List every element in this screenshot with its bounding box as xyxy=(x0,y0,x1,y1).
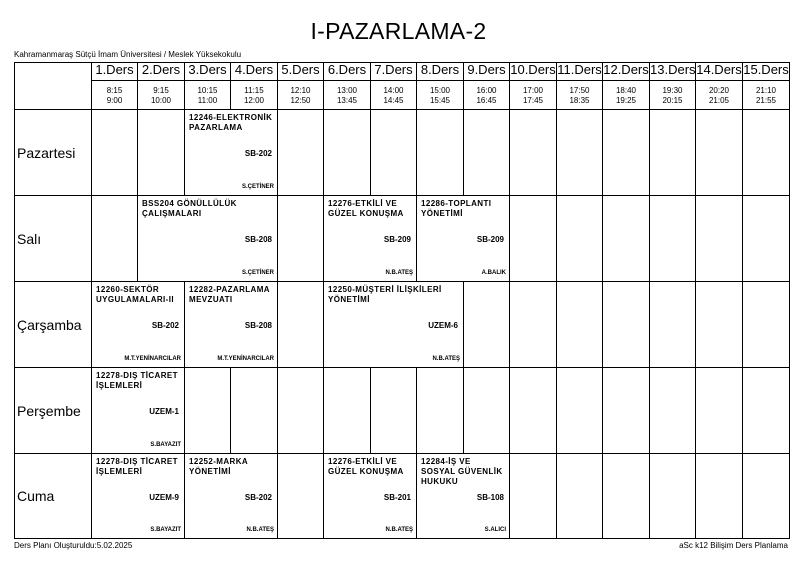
lesson-room: SB-202 xyxy=(244,149,272,158)
period-start-time: 10:15 xyxy=(197,86,218,95)
period-header: 6.Ders xyxy=(324,62,371,81)
period-start-time: 9:15 xyxy=(153,86,169,95)
empty-slot xyxy=(510,282,557,368)
school-name: Kahramanmaraş Sütçü İmam Üniversitesi / Meslek Yüksekokulu xyxy=(14,50,242,59)
period-time xyxy=(371,81,417,110)
day-name: Cuma xyxy=(14,454,92,539)
lesson-teacher: M.T.YENİNARCILAR xyxy=(124,356,181,362)
lesson-block xyxy=(324,196,417,282)
period-time xyxy=(464,81,510,110)
period-time xyxy=(324,81,371,110)
period-header: 2.Ders xyxy=(138,62,185,81)
lesson-teacher: M.T.YENİNARCILAR xyxy=(217,356,274,362)
empty-slot xyxy=(510,454,557,539)
empty-slot xyxy=(696,454,743,539)
period-time xyxy=(743,81,790,110)
empty-slot xyxy=(510,196,557,282)
empty-slot xyxy=(464,110,510,196)
empty-slot xyxy=(464,282,510,368)
period-start-time: 17:00 xyxy=(522,86,544,95)
period-start-time: 20:20 xyxy=(708,86,730,95)
lesson-block xyxy=(324,454,417,539)
empty-slot xyxy=(696,196,743,282)
lesson-teacher: N.B.ATEŞ xyxy=(385,527,413,533)
lesson-room: SB-202 xyxy=(151,321,179,330)
empty-slot xyxy=(743,368,790,454)
lesson-block xyxy=(138,196,278,282)
empty-slot xyxy=(696,368,743,454)
period-end-time: 9:00 xyxy=(106,96,123,105)
period-time xyxy=(510,81,557,110)
lesson-block xyxy=(324,282,464,368)
period-end-time: 10:00 xyxy=(150,96,172,105)
empty-slot xyxy=(743,282,790,368)
empty-slot xyxy=(185,368,231,454)
period-header: 12.Ders xyxy=(603,62,650,81)
lesson-block xyxy=(92,368,185,454)
empty-slot xyxy=(510,368,557,454)
empty-slot xyxy=(417,368,464,454)
period-time xyxy=(557,81,603,110)
footer-created-date: Ders Planı Oluşturuldu:5.02.2025 xyxy=(14,541,133,550)
lesson-teacher: S.ÇETİNER xyxy=(241,184,274,190)
page-title: I-PAZARLAMA-2 xyxy=(310,18,487,44)
empty-slot xyxy=(510,110,557,196)
lesson-block xyxy=(185,454,278,539)
empty-slot xyxy=(743,110,790,196)
lesson-teacher: N.B.ATEŞ xyxy=(432,356,460,362)
empty-slot xyxy=(650,282,696,368)
lesson-block xyxy=(92,454,185,539)
lesson-subject: 12284-İŞ VE SOSYAL GÜVENLİK HUKUKU xyxy=(421,457,503,486)
period-start-time: 19:30 xyxy=(662,86,683,95)
lesson-teacher: A.BALIK xyxy=(481,270,506,276)
day-name: Pazartesi xyxy=(14,110,92,196)
period-end-time: 12:00 xyxy=(243,96,265,105)
period-end-time: 12:50 xyxy=(290,96,311,105)
lesson-room: SB-208 xyxy=(244,235,272,244)
empty-slot xyxy=(92,196,138,282)
empty-slot xyxy=(557,282,603,368)
period-time xyxy=(650,81,696,110)
period-end-time: 18:35 xyxy=(569,96,590,105)
period-end-time: 11:00 xyxy=(197,96,218,105)
lesson-subject: 12246-ELEKTRONİK PAZARLAMA xyxy=(189,113,273,132)
period-start-time: 15:00 xyxy=(429,86,451,95)
day-name: Perşembe xyxy=(14,368,92,454)
lesson-subject: 12278-DIŞ TİCARET İŞLEMLERİ xyxy=(96,371,178,390)
period-header: 7.Ders xyxy=(371,62,417,81)
empty-slot xyxy=(324,368,371,454)
empty-slot xyxy=(650,110,696,196)
lesson-teacher: S.BAYAZIT xyxy=(150,442,181,448)
empty-slot xyxy=(743,196,790,282)
period-header: 11.Ders xyxy=(557,62,603,81)
corner-cell xyxy=(14,62,92,110)
empty-slot xyxy=(650,368,696,454)
empty-slot xyxy=(603,110,650,196)
period-header: 8.Ders xyxy=(417,62,464,81)
period-header: 14.Ders xyxy=(696,62,743,81)
empty-slot xyxy=(138,110,185,196)
period-end-time: 20:15 xyxy=(662,96,683,105)
period-end-time: 15:45 xyxy=(429,96,451,105)
empty-slot xyxy=(278,282,324,368)
period-start-time: 13:00 xyxy=(336,86,358,95)
empty-slot xyxy=(417,110,464,196)
period-end-time: 21:55 xyxy=(755,96,777,105)
empty-slot xyxy=(557,110,603,196)
period-start-time: 12:10 xyxy=(290,86,311,95)
period-time xyxy=(278,81,324,110)
period-header: 9.Ders xyxy=(464,62,510,81)
period-end-time: 17:45 xyxy=(522,96,544,105)
lesson-subject: 12260-SEKTÖR UYGULAMALARI-II xyxy=(96,285,174,304)
empty-slot xyxy=(324,110,371,196)
period-end-time: 16:45 xyxy=(476,96,497,105)
period-header: 15.Ders xyxy=(743,62,790,81)
period-header: 3.Ders xyxy=(185,62,231,81)
lesson-room: UZEM-1 xyxy=(149,407,179,416)
lesson-subject: BSS204 GÖNÜLLÜLÜK ÇALIŞMALARI xyxy=(142,199,237,218)
lesson-block xyxy=(417,196,510,282)
period-header: 1.Ders xyxy=(92,62,138,81)
lesson-subject: 12278-DIŞ TİCARET İŞLEMLERİ xyxy=(96,457,178,476)
period-header: 13.Ders xyxy=(650,62,696,81)
lesson-room: SB-201 xyxy=(383,493,411,502)
period-end-time: 19:25 xyxy=(615,96,637,105)
lesson-teacher: N.B.ATEŞ xyxy=(246,527,274,533)
lesson-room: SB-209 xyxy=(476,235,504,244)
period-time xyxy=(603,81,650,110)
period-start-time: 8:15 xyxy=(106,86,123,95)
period-end-time: 21:05 xyxy=(708,96,730,105)
empty-slot xyxy=(557,454,603,539)
empty-slot xyxy=(278,368,324,454)
period-header: 4.Ders xyxy=(231,62,278,81)
day-name: Salı xyxy=(14,196,92,282)
lesson-subject: 12286-TOPLANTI YÖNETİMİ xyxy=(421,199,492,218)
period-start-time: 21:10 xyxy=(755,86,777,95)
lesson-block xyxy=(92,282,185,368)
empty-slot xyxy=(603,368,650,454)
period-time xyxy=(417,81,464,110)
lesson-block xyxy=(185,110,278,196)
period-start-time: 11:15 xyxy=(244,86,264,95)
empty-slot xyxy=(278,196,324,282)
empty-slot xyxy=(650,196,696,282)
period-end-time: 14:45 xyxy=(383,96,404,105)
empty-slot xyxy=(557,368,603,454)
empty-slot xyxy=(603,454,650,539)
period-start-time: 16:00 xyxy=(476,86,497,95)
empty-slot xyxy=(464,368,510,454)
period-header: 10.Ders xyxy=(510,62,557,81)
empty-slot xyxy=(696,110,743,196)
empty-slot xyxy=(371,110,417,196)
empty-slot xyxy=(278,110,324,196)
lesson-room: SB-208 xyxy=(244,321,272,330)
period-header: 5.Ders xyxy=(278,62,324,81)
day-name: Çarşamba xyxy=(14,282,92,368)
lesson-room: UZEM-9 xyxy=(149,493,179,502)
empty-slot xyxy=(603,196,650,282)
lesson-block xyxy=(417,454,510,539)
lesson-teacher: S.BAYAZIT xyxy=(150,527,181,533)
period-time xyxy=(696,81,743,110)
lesson-subject: 12250-MÜŞTERİ İLİŞKİLERİ YÖNETİMİ xyxy=(328,285,442,304)
empty-slot xyxy=(557,196,603,282)
period-start-time: 14:00 xyxy=(383,86,404,95)
lesson-room: UZEM-6 xyxy=(428,321,458,330)
footer-software: aSc k12 Bilişim Ders Planlama xyxy=(679,541,788,550)
lesson-teacher: S.ALICI xyxy=(484,527,506,533)
lesson-block xyxy=(185,282,278,368)
period-start-time: 18:40 xyxy=(615,86,637,95)
lesson-teacher: N.B.ATEŞ xyxy=(385,270,413,276)
lesson-room: SB-209 xyxy=(383,235,411,244)
lesson-subject: 12282-PAZARLAMA MEVZUATI xyxy=(189,285,270,304)
period-time xyxy=(92,81,138,110)
empty-slot xyxy=(743,454,790,539)
period-time xyxy=(138,81,185,110)
empty-slot xyxy=(92,110,138,196)
period-time xyxy=(231,81,278,110)
timetable-grid xyxy=(14,62,790,539)
empty-slot xyxy=(371,368,417,454)
lesson-teacher: S.ÇETİNER xyxy=(241,270,274,276)
lesson-subject: 12252-MARKA YÖNETİMİ xyxy=(189,457,248,476)
lesson-subject: 12276-ETKİLİ VE GÜZEL KONUŞMA xyxy=(328,457,404,476)
lesson-room: SB-108 xyxy=(476,493,504,502)
empty-slot xyxy=(696,282,743,368)
period-start-time: 17:50 xyxy=(569,86,590,95)
period-time xyxy=(185,81,231,110)
empty-slot xyxy=(650,454,696,539)
empty-slot xyxy=(278,454,324,539)
empty-slot xyxy=(231,368,278,454)
period-end-time: 13:45 xyxy=(336,96,358,105)
lesson-room: SB-202 xyxy=(244,493,272,502)
lesson-subject: 12276-ETKİLİ VE GÜZEL KONUŞMA xyxy=(328,199,404,218)
empty-slot xyxy=(603,282,650,368)
